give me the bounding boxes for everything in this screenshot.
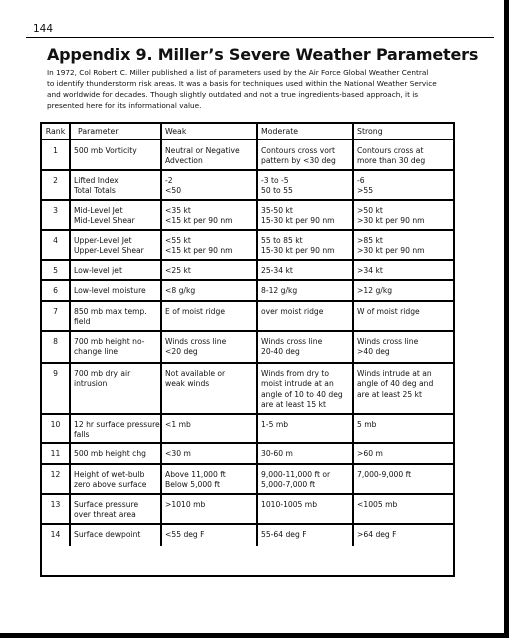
cell-text: -6	[357, 176, 365, 185]
cell-text: Winds cross line	[357, 337, 419, 346]
cell-text: Winds from dry to	[261, 369, 330, 378]
cell-text: change line	[74, 347, 119, 357]
strong-cell	[354, 139, 453, 169]
moderate-cell	[258, 442, 354, 463]
moderate-cell	[258, 229, 354, 259]
cell-text: 850 mb max temp.	[74, 307, 147, 316]
cell-text: zero above surface	[74, 480, 147, 490]
cell-text: >1010 mb	[165, 500, 206, 509]
moderate-cell	[258, 139, 354, 169]
cell-text: 50 to 55	[261, 186, 293, 196]
strong-cell	[354, 229, 453, 259]
header-parameter: Parameter	[71, 124, 162, 139]
rank-cell	[42, 362, 71, 413]
weak-cell	[162, 493, 258, 523]
table-row	[42, 169, 453, 201]
moderate-cell	[258, 169, 354, 199]
strong-cell	[354, 199, 453, 229]
cell-text: over threat area	[74, 510, 136, 520]
cell-text: >85 kt	[357, 236, 383, 245]
cell-text: Total Totals	[74, 186, 116, 196]
header-weak: Weak	[162, 124, 258, 139]
cell-text: 7	[53, 307, 58, 316]
parameter-cell	[71, 413, 162, 442]
moderate-cell	[258, 199, 354, 229]
cell-text: E of moist ridge	[165, 307, 225, 316]
cell-text: intrusion	[74, 379, 108, 389]
rank-cell	[42, 199, 71, 229]
parameter-cell	[71, 330, 162, 362]
cell-text: <20 deg	[165, 347, 198, 357]
parameter-cell	[71, 139, 162, 169]
cell-text: 9	[53, 369, 58, 378]
cell-text: Not available or	[165, 369, 226, 378]
moderate-cell	[258, 279, 354, 300]
cell-text: >50 kt	[357, 206, 383, 215]
intro-paragraph	[47, 67, 483, 111]
cell-text: Below 5,000 ft	[165, 480, 220, 490]
weak-cell	[162, 442, 258, 463]
rank-cell	[42, 493, 71, 523]
cell-text: 15-30 kt per 90 nm	[261, 216, 335, 226]
cell-text: -2	[165, 176, 173, 185]
strong-cell	[354, 413, 453, 442]
weak-cell	[162, 362, 258, 413]
cell-text: <30 m	[165, 449, 191, 458]
cell-text: -3 to -5	[261, 176, 289, 185]
parameter-cell	[71, 259, 162, 279]
rank-cell	[42, 523, 71, 546]
cell-text: 8-12 g/kg	[261, 286, 298, 295]
table-row	[42, 259, 453, 281]
parameter-cell	[71, 442, 162, 463]
moderate-cell	[258, 493, 354, 523]
cell-text: 25-34 kt	[261, 266, 293, 275]
cell-text: Height of wet-bulb	[74, 470, 145, 479]
header-rule	[26, 37, 494, 38]
intro-line: to identify thunderstorm risk areas. It was a basis for techniques used within the National Weather Service	[47, 79, 437, 88]
cell-text: over moist ridge	[261, 307, 324, 316]
cell-text: 7,000-9,000 ft	[357, 470, 412, 479]
cell-text: 55 to 85 kt	[261, 236, 303, 245]
weak-cell	[162, 259, 258, 279]
cell-text: 20-40 deg	[261, 347, 300, 357]
parameter-cell	[71, 199, 162, 229]
moderate-cell	[258, 300, 354, 330]
parameters-table	[40, 122, 455, 577]
table-row	[42, 229, 453, 261]
cell-text: Upper-Level Shear	[74, 246, 144, 256]
cell-text: 500 mb Vorticity	[74, 146, 137, 155]
moderate-cell	[258, 523, 354, 546]
cell-text: 5 mb	[357, 420, 377, 429]
strong-cell	[354, 300, 453, 330]
table-row	[42, 442, 453, 465]
page-title: Appendix 9. Miller’s Severe Weather Parameters	[47, 45, 479, 64]
cell-text: >30 kt per 90 nm	[357, 216, 425, 226]
table-row	[42, 463, 453, 495]
moderate-cell	[258, 413, 354, 442]
cell-text: <15 kt per 90 nm	[165, 216, 233, 226]
rank-cell	[42, 442, 71, 463]
cell-text: 5,000-7,000 ft	[261, 480, 316, 490]
cell-text: >30 kt per 90 nm	[357, 246, 425, 256]
strong-cell	[354, 523, 453, 546]
cell-text: W of moist ridge	[357, 307, 420, 316]
intro-line: and worldwide for decades. Though slightly outdated and not a true ingredients-based approach, it is	[47, 90, 419, 99]
cell-text: angle of 10 to 40 deg	[261, 389, 343, 399]
cell-text: Low-level moisture	[74, 286, 146, 295]
cell-text: <55 deg F	[165, 530, 205, 539]
cell-text: 30-60 m	[261, 449, 293, 458]
cell-text: 35-50 kt	[261, 206, 293, 215]
header-rank: Rank	[42, 124, 71, 139]
intro-line: In 1972, Col Robert C. Miller published a list of parameters used by the Air Force Global Weather Central	[47, 68, 429, 77]
cell-text: <35 kt	[165, 206, 191, 215]
weak-cell	[162, 330, 258, 362]
moderate-cell	[258, 330, 354, 362]
cell-text: Advection	[165, 156, 203, 166]
strong-cell	[354, 279, 453, 300]
cell-text: are at least 15 kt	[261, 399, 326, 409]
intro-line: presented here for its informational value.	[47, 101, 202, 110]
cell-text: <8 g/kg	[165, 286, 196, 295]
cell-text: 8	[53, 337, 58, 346]
cell-text: <55 kt	[165, 236, 191, 245]
cell-text: <25 kt	[165, 266, 191, 275]
cell-text: Above 11,000 ft	[165, 470, 226, 479]
cell-text: <1005 mb	[357, 500, 398, 509]
rank-cell	[42, 300, 71, 330]
cell-text: 4	[53, 236, 58, 245]
cell-text: Contours cross at	[357, 146, 424, 155]
strong-cell	[354, 330, 453, 362]
rank-cell	[42, 139, 71, 169]
cell-text: 13	[50, 500, 61, 509]
parameter-cell	[71, 279, 162, 300]
cell-text: <15 kt per 90 nm	[165, 246, 233, 256]
cell-text: 15-30 kt per 90 nm	[261, 246, 335, 256]
table-row	[42, 493, 453, 525]
moderate-cell	[258, 362, 354, 413]
cell-text: Neutral or Negative	[165, 146, 240, 155]
cell-text: 500 mb height chg	[74, 449, 146, 458]
table-row	[42, 523, 453, 546]
weak-cell	[162, 523, 258, 546]
cell-text: 14	[50, 530, 61, 539]
cell-text: 6	[53, 286, 58, 295]
cell-text: 700 mb dry air	[74, 369, 131, 378]
cell-text: Winds cross line	[165, 337, 227, 346]
strong-cell	[354, 442, 453, 463]
cell-text: field	[74, 317, 91, 327]
parameter-cell	[71, 463, 162, 493]
rank-cell	[42, 413, 71, 442]
table-row	[42, 139, 453, 171]
cell-text: Mid-Level Shear	[74, 216, 135, 226]
cell-text: 11	[50, 449, 61, 458]
rank-cell	[42, 259, 71, 279]
cell-text: >60 m	[357, 449, 383, 458]
cell-text: Winds cross line	[261, 337, 323, 346]
weak-cell	[162, 229, 258, 259]
page-number: 144	[33, 23, 54, 35]
parameter-cell	[71, 523, 162, 546]
cell-text: Low-level jet	[74, 266, 122, 275]
weak-cell	[162, 199, 258, 229]
parameter-cell	[71, 362, 162, 413]
cell-text: >55	[357, 186, 374, 196]
cell-text: 5	[53, 266, 58, 275]
table-row	[42, 279, 453, 302]
cell-text: more than 30 deg	[357, 156, 426, 166]
cell-text: <1 mb	[165, 420, 191, 429]
weak-cell	[162, 300, 258, 330]
table-row	[42, 199, 453, 231]
cell-text: Contours cross vort	[261, 146, 336, 155]
strong-cell	[354, 362, 453, 413]
cell-text: Winds intrude at an	[357, 369, 432, 378]
cell-text: 1	[53, 146, 58, 155]
moderate-cell	[258, 463, 354, 493]
cell-text: Lifted Index	[74, 176, 119, 185]
parameter-cell	[71, 229, 162, 259]
cell-text: 9,000-11,000 ft or	[261, 470, 331, 479]
strong-cell	[354, 463, 453, 493]
cell-text: >64 deg F	[357, 530, 397, 539]
parameter-cell	[71, 300, 162, 330]
weak-cell	[162, 413, 258, 442]
cell-text: pattern by <30 deg	[261, 156, 336, 166]
moderate-cell	[258, 259, 354, 279]
rank-cell	[42, 330, 71, 362]
cell-text: 12	[50, 470, 61, 479]
rank-cell	[42, 169, 71, 199]
cell-text: >40 deg	[357, 347, 390, 357]
weak-cell	[162, 279, 258, 300]
cell-text: weak winds	[165, 379, 210, 389]
cell-text: Upper-Level Jet	[74, 236, 132, 245]
cell-text: 700 mb height no-	[74, 337, 145, 346]
rank-cell	[42, 463, 71, 493]
strong-cell	[354, 259, 453, 279]
cell-text: 55-64 deg F	[261, 530, 307, 539]
header-moderate: Moderate	[258, 124, 354, 139]
cell-text: Surface dewpoint	[74, 530, 141, 539]
rank-cell	[42, 279, 71, 300]
weak-cell	[162, 169, 258, 199]
cell-text: 2	[53, 176, 58, 185]
table-row	[42, 413, 453, 444]
cell-text: 1-5 mb	[261, 420, 289, 429]
table-row	[42, 330, 453, 364]
rank-cell	[42, 229, 71, 259]
strong-cell	[354, 493, 453, 523]
cell-text: angle of 40 deg and	[357, 379, 434, 389]
cell-text: Mid-Level Jet	[74, 206, 123, 215]
cell-text: are at least 25 kt	[357, 389, 422, 399]
cell-text: 10	[50, 420, 61, 429]
cell-text: moist intrude at an	[261, 379, 334, 389]
weak-cell	[162, 139, 258, 169]
cell-text: 3	[53, 206, 58, 215]
cell-text: >12 g/kg	[357, 286, 393, 295]
header-strong: Strong	[357, 127, 383, 136]
strong-cell	[354, 169, 453, 199]
weak-cell	[162, 463, 258, 493]
cell-text: 1010-1005 mb	[261, 500, 318, 509]
cell-text: >34 kt	[357, 266, 383, 275]
table-header-row	[42, 124, 453, 140]
cell-text: Surface pressure	[74, 500, 139, 509]
parameter-cell	[71, 493, 162, 523]
table-row	[42, 362, 453, 415]
cell-text: 12 hr surface pressure	[74, 420, 160, 429]
cell-text: falls	[74, 430, 90, 440]
table-row	[42, 300, 453, 332]
parameter-cell	[71, 169, 162, 199]
cell-text: <50	[165, 186, 182, 196]
